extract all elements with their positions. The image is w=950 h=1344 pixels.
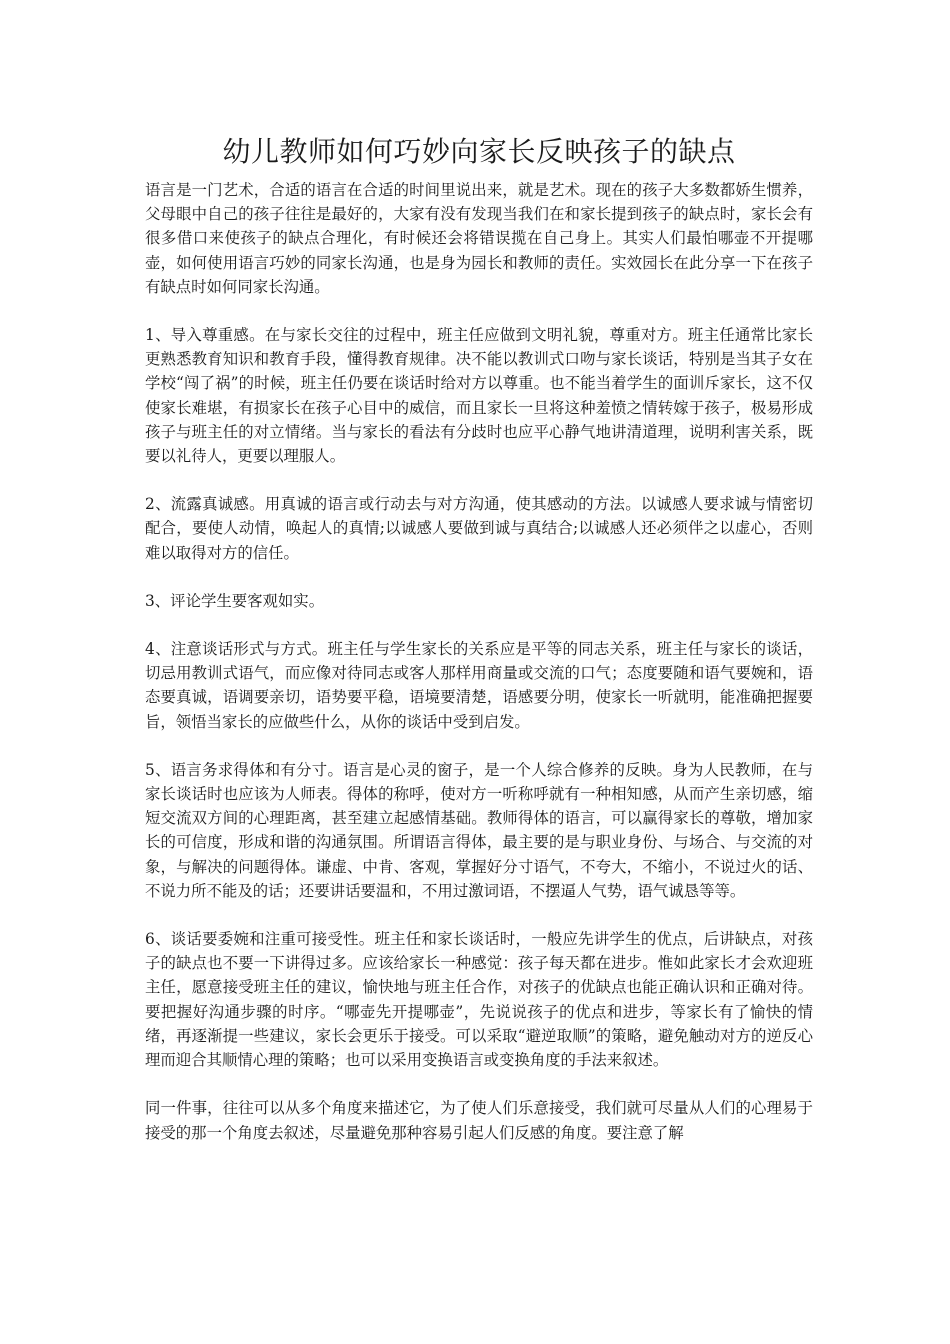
paragraph-form-and-manner: 4、注意谈话形式与方式。班主任与学生家长的关系应是平等的同志关系，班主任与家长的谈话，切忌用教训式语气，而应像对待同志或客人那样用商量或交流的口气；态度要随和语气要婉和，语态要真诚，语调要亲切，语势要平稳，语境要清楚，语感要分明，使家长一听就明，能准确把握要旨，领悟当家长的应做些什么，从你的谈话中受到启发。: [145, 640, 813, 731]
paragraph-objective: 3、评论学生要客观如实。: [145, 591, 325, 610]
document-page: [145, 130, 813, 1145]
intro-paragraph: 语言是一门艺术，合适的语言在合适的时间里说出来，就是艺术。现在的孩子大多数都娇生惯养，父母眼中自己的孩子往往是最好的，大家有没有发现当我们在和家长提到孩子的缺点时，家长会有很多借口来使孩子的缺点合理化，有时候还会将错误揽在自己身上。其实人们最怕哪壶不开提哪壶，如何使用语言巧妙的同家长沟通，也是身为园长和教师的责任。实效园长在此分享一下在孩子有缺点时如何同家长沟通。: [145, 181, 813, 296]
paragraph-tactful-talk: 6、谈话要委婉和注重可接受性。班主任和家长谈话时，一般应先讲学生的优点，后讲缺点，对孩子的缺点也不要一下讲得过多。应该给家长一种感觉：孩子每天都在进步。惟如此家长才会欢迎班主任，愿意接受班主任的建议，愉快地与班主任合作，对孩子的优缺点也能正确认识和正确对待。要把握好沟通步骤的时序。“哪壶先开提哪壶”，先说说孩子的优点和进步，等家长有了愉快的情绪，再逐渐提一些建议，家长会更乐于接受。可以采取“避逆取顺”的策略，避免触动对方的逆反心理而迎合其顺情心理的策略；也可以采用变换语言或变换角度的手法来叙述。: [145, 930, 813, 1070]
paragraph-respect: 1、导入尊重感。在与家长交往的过程中，班主任应做到文明礼貌，尊重对方。班主任通常比家长更熟悉教育知识和教育手段，懂得教育规律。决不能以教训式口吻与家长谈话，特别是当其子女在学校“闯了祸”的时候，班主任仍要在谈话时给对方以尊重。也不能当着学生的面训斥家长，这不仅使家长难堪，有损家长在孩子心目中的威信，而且家长一旦将这种羞愤之情转嫁于孩子，极易形成孩子与班主任的对立情绪。当与家长的看法有分歧时也应平心静气地讲清道理，说明利害关系，既要以礼待人，更要以理服人。: [145, 326, 813, 466]
paragraph-appropriate-language: 5、语言务求得体和有分寸。语言是心灵的窗子，是一个人综合修养的反映。身为人民教师，在与家长谈话时也应该为人师表。得体的称呼，使对方一听称呼就有一种相知感，从而产生亲切感，缩短交流双方间的心理距离，甚至建立起感情基础。教师得体的语言，可以赢得家长的尊敬，增加家长的可信度，形成和谐的沟通氛围。所谓语言得体，最主要的是与职业身份、与场合、与交流的对象，与解决的问题得体。谦虚、中肯、客观，掌握好分寸语气，不夸大，不缩小，不说过火的话、不说力所不能及的话；还要讲话要温和，不用过激词语，不摆逼人气势，语气诚恳等等。: [145, 760, 813, 900]
paragraph-angle: 同一件事，往往可以从多个角度来描述它，为了使人们乐意接受，我们就可尽量从人们的心理易于接受的那一个角度去叙述，尽量避免那种容易引起人们反感的角度。要注意了解: [145, 1099, 813, 1142]
paragraph-sincerity: 2、流露真诚感。用真诚的语言或行动去与对方沟通，使其感动的方法。以诚感人要求诚与情密切配合，要使人动情，唤起人的真情;以诚感人要做到诚与真结合;以诚感人还必须伴之以虚心，否则难以取得对方的信任。: [145, 495, 813, 562]
document-title: 幼儿教师如何巧妙向家长反映孩子的缺点: [222, 135, 736, 168]
